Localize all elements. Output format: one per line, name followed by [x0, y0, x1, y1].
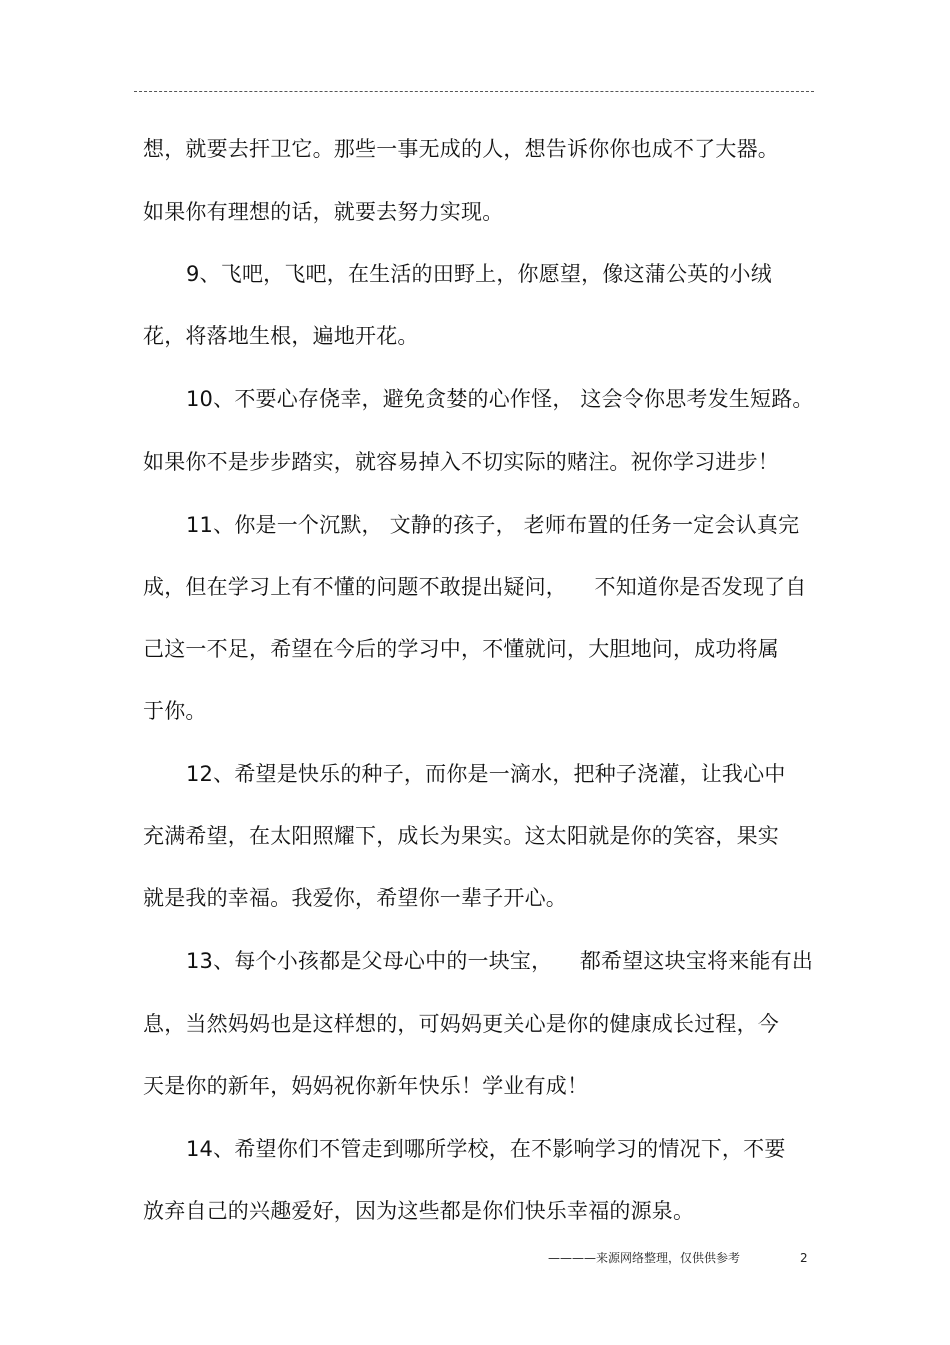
text-line: 花，将落地生根，遍地开花。 — [143, 324, 419, 348]
text-line: 如果你不是步步踏实，就容易掉入不切实际的赌注。祝你学习进步！ — [143, 450, 779, 474]
text-line: 于你。 — [143, 699, 207, 723]
page-number: 2 — [800, 1251, 808, 1265]
text-line: 13、每个小孩都是父母心中的一块宝， 都希望这块宝将来能有出 — [186, 949, 814, 973]
text-line: 放弃自己的兴趣爱好，因为这些都是你们快乐幸福的源泉。 — [143, 1199, 695, 1223]
text-line: 己这一不足，希望在今后的学习中，不懂就问，大胆地问，成功将属 — [143, 637, 779, 661]
text-line: 11、你是一个沉默， 文静的孩子， 老师布置的任务一定会认真完 — [186, 513, 800, 537]
text-line: 10、不要心存侥幸，避免贪婪的心作怪， 这会令你思考发生短路。 — [186, 387, 814, 411]
text-line: 成，但在学习上有不懂的问题不敢提出疑问， 不知道你是否发现了自 — [143, 575, 807, 599]
text-line: 息，当然妈妈也是这样想的，可妈妈更关心是你的健康成长过程，今 — [143, 1012, 779, 1036]
text-line: 就是我的幸福。我爱你，希望你一辈子开心。 — [143, 886, 567, 910]
text-line: 12、希望是快乐的种子，而你是一滴水，把种子浇灌，让我心中 — [186, 762, 786, 786]
text-line: 如果你有理想的话，就要去努力实现。 — [143, 200, 504, 224]
text-line: 天是你的新年，妈妈祝你新年快乐！学业有成！ — [143, 1074, 589, 1098]
text-line: 充满希望，在太阳照耀下，成长为果实。这太阳就是你的笑容，果实 — [143, 824, 779, 848]
footer-source-note: ————来源网络整理，仅供供参考 — [548, 1251, 741, 1265]
text-line: 14、希望你们不管走到哪所学校，在不影响学习的情况下，不要 — [186, 1137, 786, 1161]
header-divider — [134, 91, 814, 92]
text-line: 9、飞吧，飞吧，在生活的田野上，你愿望，像这蒲公英的小绒 — [186, 262, 772, 286]
text-line: 想，就要去扞卫它。那些一事无成的人，想告诉你你也成不了大器。 — [143, 137, 779, 161]
